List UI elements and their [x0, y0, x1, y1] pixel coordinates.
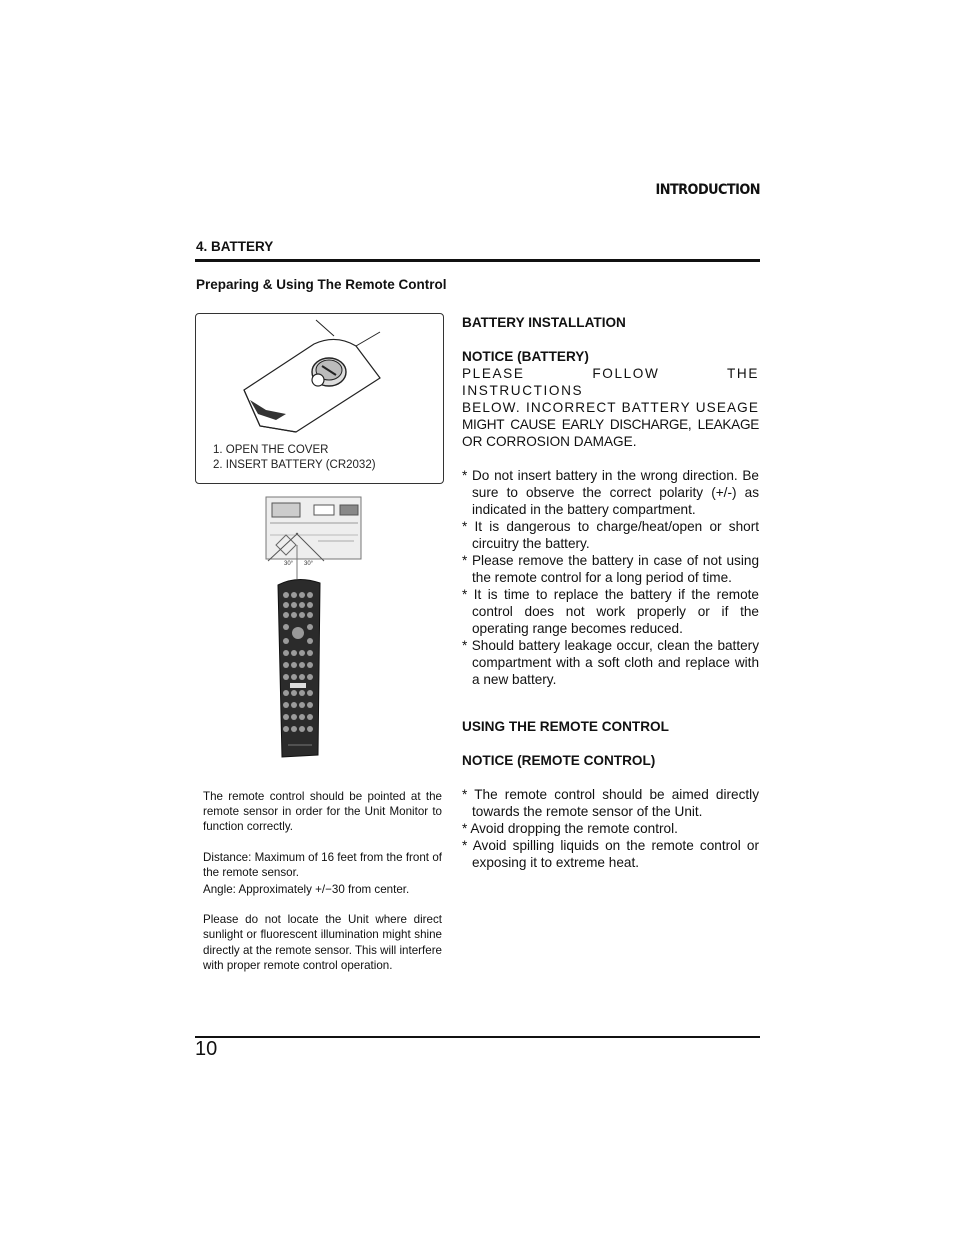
note-angle: Angle: Approximately +/−30 from center. [203, 883, 410, 897]
caption-step-2: 2. INSERT BATTERY (CR2032) [213, 459, 376, 471]
angle-label-left: 30° [284, 561, 294, 567]
angle-label-right: 30° [304, 561, 314, 567]
section-header: INTRODUCTION [655, 182, 760, 198]
remote-control-illustration [248, 495, 378, 767]
caption-step-1: 1. OPEN THE COVER [213, 444, 329, 456]
section-subtitle: Preparing & Using The Remote Control [196, 277, 447, 292]
top-rule [195, 259, 760, 262]
section-title: 4. BATTERY [196, 239, 274, 254]
battery-bullet: * Do not insert battery in the wrong direction. Be sure to observe the correct polarity (+/-) as indicated in the battery compartment. [462, 468, 759, 517]
bottom-rule [195, 1036, 760, 1038]
battery-cover-figure [195, 313, 444, 484]
battery-installation-title: BATTERY INSTALLATION [462, 315, 626, 330]
battery-notice-line-1: PLEASE FOLLOW THE INSTRUCTIONS [462, 366, 759, 398]
remote-notice-title: NOTICE (REMOTE CONTROL) [462, 753, 656, 768]
battery-notice-line-2: BELOW. INCORRECT BATTERY USEAGE [462, 400, 759, 415]
battery-installation-section [462, 314, 759, 688]
battery-bullet: * It is dangerous to charge/heat/open or short circuitry the battery. [462, 519, 759, 551]
battery-notice-line-3: MIGHT CAUSE EARLY DISCHARGE, LEAKAGE [462, 417, 759, 432]
remote-usage-section [462, 718, 759, 871]
battery-bullet: * Should battery leakage occur, clean the battery compartment with a soft cloth and replace with a new battery. [462, 638, 759, 687]
battery-notice-line-4: OR CORROSION DAMAGE. [462, 434, 637, 449]
remote-bullet: * Avoid dropping the remote control. [462, 821, 678, 836]
remote-usage-title: USING THE REMOTE CONTROL [462, 719, 669, 734]
note-distance: Distance: Maximum of 16 feet from the front of the remote sensor. [203, 850, 442, 879]
note-placement: Please do not locate the Unit where direct sunlight or fluorescent illumination might shine directly at the remote sensor. This will interfere with proper remote control operation. [203, 913, 442, 972]
battery-bullet: * Please remove the battery in case of not using the remote control for a long period of time. [462, 553, 759, 585]
page-number: 10 [195, 1038, 218, 1060]
remote-back-illustration [196, 314, 443, 444]
remote-bullet: * The remote control should be aimed directly towards the remote sensor of the Unit. [462, 787, 759, 819]
note-pointing: The remote control should be pointed at the remote sensor in order for the Unit Monitor to function correctly. [203, 790, 442, 834]
remote-bullet: * Avoid spilling liquids on the remote control or exposing it to extreme heat. [462, 838, 759, 870]
battery-notice-title: NOTICE (BATTERY) [462, 349, 589, 364]
battery-bullet: * It is time to replace the battery if the remote control does not work properly or if the operating range becomes reduced. [462, 587, 759, 636]
